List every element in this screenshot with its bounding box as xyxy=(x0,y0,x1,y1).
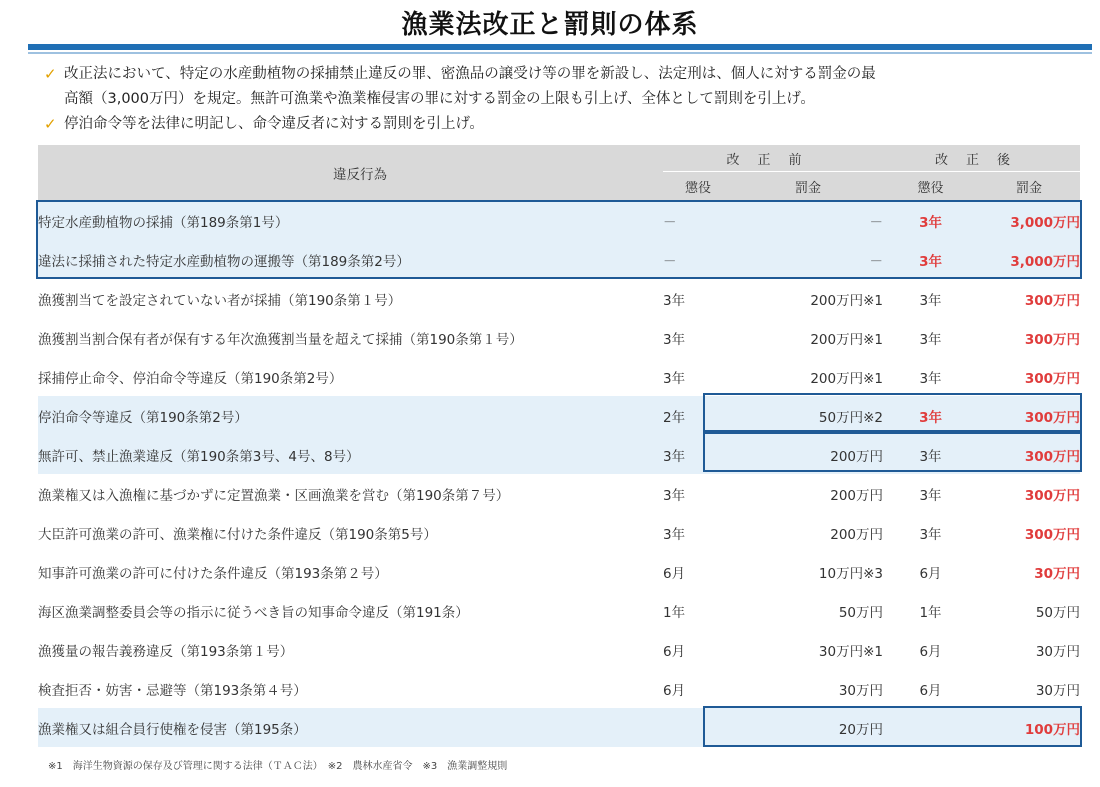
table-header-row xyxy=(38,145,1080,172)
before-prison-cell-text: 1年 xyxy=(663,604,686,621)
after-fine-cell-text: 100万円 xyxy=(1024,721,1081,738)
violation-cell-text: 違法に採捕された特定水産動植物の運搬等（第189条第2号） xyxy=(38,253,410,270)
before-prison-cell-text: 6月 xyxy=(663,643,686,660)
before-prison-cell xyxy=(663,240,733,279)
before-fine-cell xyxy=(733,279,883,318)
violation-cell xyxy=(38,591,663,630)
header-after-prison: 懲役 xyxy=(883,172,978,202)
before-fine-cell-text: 200万円※1 xyxy=(810,370,884,387)
after-prison-cell-text: 6月 xyxy=(919,565,942,582)
before-fine-cell-text: － xyxy=(869,253,884,270)
after-prison-cell-text: 6月 xyxy=(919,643,942,660)
bullet-item xyxy=(44,62,1084,112)
bullet-item xyxy=(44,112,1084,137)
before-prison-cell-text: 2年 xyxy=(663,409,686,426)
violation-cell-text: 無許可、禁止漁業違反（第190条第3号、4号、8号） xyxy=(38,448,360,465)
bullet-line: 停泊命令等を法律に明記し、命令違反者に対する罰則を引上げ。 xyxy=(64,116,484,132)
before-prison-cell-text: 3年 xyxy=(663,448,686,465)
after-prison-cell-text: 3年 xyxy=(919,448,942,465)
before-fine-cell xyxy=(733,708,883,747)
table-row xyxy=(38,396,1080,435)
violation-cell-text: 停泊命令等違反（第190条第2号） xyxy=(38,409,248,426)
before-prison-cell-text: 3年 xyxy=(663,370,686,387)
violation-cell xyxy=(38,318,663,357)
violation-cell xyxy=(38,669,663,708)
violation-cell-text: 漁獲割当割合保有者が保有する年次漁獲割当量を超えて採捕（第190条第１号） xyxy=(38,331,523,348)
after-prison-cell-text: 3年 xyxy=(919,331,942,348)
before-prison-cell-text: 3年 xyxy=(663,331,686,348)
after-fine-cell-text: 3,000万円 xyxy=(1010,253,1081,270)
after-prison-cell-text: 1年 xyxy=(919,604,942,621)
table-row xyxy=(38,435,1080,474)
after-fine-cell xyxy=(978,630,1080,669)
table-row xyxy=(38,591,1080,630)
before-prison-cell-text: 3年 xyxy=(663,487,686,504)
violation-cell-text: 大臣許可漁業の許可、漁業権に付けた条件違反（第190条第5号） xyxy=(38,526,437,543)
before-prison-cell xyxy=(663,474,733,513)
before-fine-cell-text: 50万円 xyxy=(838,604,884,621)
after-fine-cell-text: 300万円 xyxy=(1024,448,1081,465)
violation-cell xyxy=(38,708,663,747)
table-row xyxy=(38,201,1080,240)
after-fine-cell xyxy=(978,240,1080,279)
table-row xyxy=(38,630,1080,669)
header-after-fine: 罰金 xyxy=(978,172,1080,202)
table-row xyxy=(38,474,1080,513)
after-fine-cell xyxy=(978,708,1080,747)
violation-cell-text: 漁業権又は入漁権に基づかずに定置漁業・区画漁業を営む（第190条第７号） xyxy=(38,487,510,504)
violation-cell-text: 海区漁業調整委員会等の指示に従うべき旨の知事命令違反（第191条） xyxy=(38,604,469,621)
before-prison-cell xyxy=(663,318,733,357)
after-prison-cell-text: 3年 xyxy=(919,370,942,387)
before-prison-cell xyxy=(663,201,733,240)
before-prison-cell-text: 6月 xyxy=(663,682,686,699)
before-fine-cell xyxy=(733,435,883,474)
before-fine-cell xyxy=(733,630,883,669)
violation-cell xyxy=(38,630,663,669)
after-fine-cell-text: 30万円 xyxy=(1034,565,1081,582)
before-prison-cell-text: － xyxy=(663,214,677,231)
after-fine-cell xyxy=(978,513,1080,552)
before-fine-cell-text: 200万円 xyxy=(830,526,884,543)
violation-cell xyxy=(38,396,663,435)
after-prison-cell xyxy=(883,435,978,474)
after-prison-cell xyxy=(883,591,978,630)
page-title: 漁業法改正と罰則の体系 xyxy=(401,10,699,40)
header-before-prison: 懲役 xyxy=(663,172,733,202)
after-prison-cell xyxy=(883,357,978,396)
violation-cell xyxy=(38,474,663,513)
before-fine-cell xyxy=(733,474,883,513)
bullet-line: 高額（3,000万円）を規定。無許可漁業や漁業権侵害の罪に対する罰金の上限も引上げ、全体として罰則を引上げ。 xyxy=(64,91,815,107)
violation-cell xyxy=(38,279,663,318)
bullet-line: 改正法において、特定の水産動植物の採捕禁止違反の罪、密漁品の譲受け等の罪を新設し、法定刑は、個人に対する罰金の最 xyxy=(64,66,876,82)
before-fine-cell-text: 10万円※3 xyxy=(818,565,884,582)
after-fine-cell-text: 30万円 xyxy=(1035,643,1081,660)
before-fine-cell-text: 200万円※1 xyxy=(810,292,884,309)
after-prison-cell-text: 3年 xyxy=(919,409,942,426)
after-fine-cell xyxy=(978,474,1080,513)
before-prison-cell xyxy=(663,630,733,669)
table-row xyxy=(38,708,1080,747)
before-fine-cell-text: 50万円※2 xyxy=(818,409,884,426)
before-fine-cell-text: 30万円 xyxy=(838,682,884,699)
before-fine-cell xyxy=(733,240,883,279)
after-prison-cell xyxy=(883,396,978,435)
before-fine-cell-text: 30万円※1 xyxy=(818,643,884,660)
table-row xyxy=(38,552,1080,591)
before-fine-cell xyxy=(733,669,883,708)
violation-cell-text: 特定水産動植物の採捕（第189条第1号） xyxy=(38,214,289,231)
before-prison-cell xyxy=(663,435,733,474)
before-fine-cell-text: 200万円 xyxy=(830,448,884,465)
after-fine-cell xyxy=(978,669,1080,708)
check-icon: ✓ xyxy=(44,65,57,83)
violation-cell-text: 採捕停止命令、停泊命令等違反（第190条第2号） xyxy=(38,370,343,387)
after-fine-cell-text: 3,000万円 xyxy=(1010,214,1081,231)
after-prison-cell xyxy=(883,201,978,240)
table-row xyxy=(38,513,1080,552)
after-fine-cell-text: 300万円 xyxy=(1024,331,1081,348)
before-prison-cell-text: － xyxy=(663,253,677,270)
violation-cell xyxy=(38,240,663,279)
violation-cell xyxy=(38,201,663,240)
after-fine-cell xyxy=(978,318,1080,357)
after-fine-cell xyxy=(978,552,1080,591)
before-fine-cell xyxy=(733,318,883,357)
after-fine-cell xyxy=(978,591,1080,630)
violation-cell-text: 漁獲量の報告義務違反（第193条第１号） xyxy=(38,643,294,660)
before-fine-cell xyxy=(733,201,883,240)
penalty-table xyxy=(38,145,1080,747)
title-underline xyxy=(28,44,1092,50)
before-prison-cell xyxy=(663,708,733,747)
before-fine-cell xyxy=(733,396,883,435)
before-fine-cell-text: 20万円 xyxy=(838,721,884,738)
after-prison-cell xyxy=(883,552,978,591)
header-before-fine: 罰金 xyxy=(733,172,883,202)
footnote: ※1 海洋生物資源の保存及び管理に関する法律（ＴＡＣ法） ※2 農林水産省令 ※3 漁業調整規則 xyxy=(48,761,508,772)
after-fine-cell xyxy=(978,396,1080,435)
table-row xyxy=(38,240,1080,279)
after-prison-cell xyxy=(883,279,978,318)
header-before: 改正前 xyxy=(663,145,883,172)
table-row xyxy=(38,669,1080,708)
violation-cell-text: 検査拒否・妨害・忌避等（第193条第４号） xyxy=(38,682,307,699)
before-fine-cell-text: － xyxy=(869,214,884,231)
after-fine-cell-text: 300万円 xyxy=(1024,370,1081,387)
table-row xyxy=(38,357,1080,396)
after-fine-cell-text: 300万円 xyxy=(1024,487,1081,504)
violation-cell xyxy=(38,435,663,474)
after-fine-cell xyxy=(978,201,1080,240)
after-fine-cell-text: 300万円 xyxy=(1024,409,1081,426)
violation-cell xyxy=(38,552,663,591)
header-violation: 違反行為 xyxy=(38,145,663,201)
after-fine-cell xyxy=(978,435,1080,474)
after-prison-cell xyxy=(883,669,978,708)
before-fine-cell xyxy=(733,591,883,630)
before-prison-cell xyxy=(663,396,733,435)
after-fine-cell-text: 300万円 xyxy=(1024,526,1081,543)
before-fine-cell-text: 200万円 xyxy=(830,487,884,504)
after-fine-cell-text: 30万円 xyxy=(1035,682,1081,699)
before-fine-cell xyxy=(733,552,883,591)
table-row xyxy=(38,318,1080,357)
after-prison-cell-text: 3年 xyxy=(919,526,942,543)
before-prison-cell xyxy=(663,552,733,591)
before-prison-cell-text: 3年 xyxy=(663,292,686,309)
after-prison-cell xyxy=(883,474,978,513)
check-icon: ✓ xyxy=(44,115,57,133)
before-fine-cell xyxy=(733,513,883,552)
before-fine-cell xyxy=(733,357,883,396)
table-row xyxy=(38,279,1080,318)
violation-cell xyxy=(38,513,663,552)
after-prison-cell-text: 3年 xyxy=(919,292,942,309)
before-prison-cell xyxy=(663,357,733,396)
after-prison-cell xyxy=(883,318,978,357)
summary-bullets xyxy=(44,62,1084,137)
after-fine-cell-text: 300万円 xyxy=(1024,292,1081,309)
title-underline-thin xyxy=(28,52,1092,54)
before-prison-cell-text: 3年 xyxy=(663,526,686,543)
before-prison-cell xyxy=(663,669,733,708)
after-fine-cell xyxy=(978,357,1080,396)
after-prison-cell xyxy=(883,513,978,552)
after-fine-cell-text: 50万円 xyxy=(1035,604,1081,621)
before-prison-cell xyxy=(663,279,733,318)
after-fine-cell xyxy=(978,279,1080,318)
after-prison-cell-text: 3年 xyxy=(919,214,942,231)
violation-cell xyxy=(38,357,663,396)
before-fine-cell-text: 200万円※1 xyxy=(810,331,884,348)
after-prison-cell-text: 6月 xyxy=(919,682,942,699)
after-prison-cell-text: 3年 xyxy=(919,253,942,270)
after-prison-cell xyxy=(883,708,978,747)
violation-cell-text: 知事許可漁業の許可に付けた条件違反（第193条第２号） xyxy=(38,565,388,582)
violation-cell-text: 漁業権又は組合員行使権を侵害（第195条） xyxy=(38,721,307,738)
before-prison-cell-text: 6月 xyxy=(663,565,686,582)
after-prison-cell-text: 3年 xyxy=(919,487,942,504)
header-after: 改正後 xyxy=(883,145,1080,172)
before-prison-cell xyxy=(663,591,733,630)
violation-cell-text: 漁獲割当てを設定されていない者が採捕（第190条第１号） xyxy=(38,292,402,309)
after-prison-cell xyxy=(883,630,978,669)
before-prison-cell xyxy=(663,513,733,552)
table-body xyxy=(38,201,1080,747)
after-prison-cell xyxy=(883,240,978,279)
